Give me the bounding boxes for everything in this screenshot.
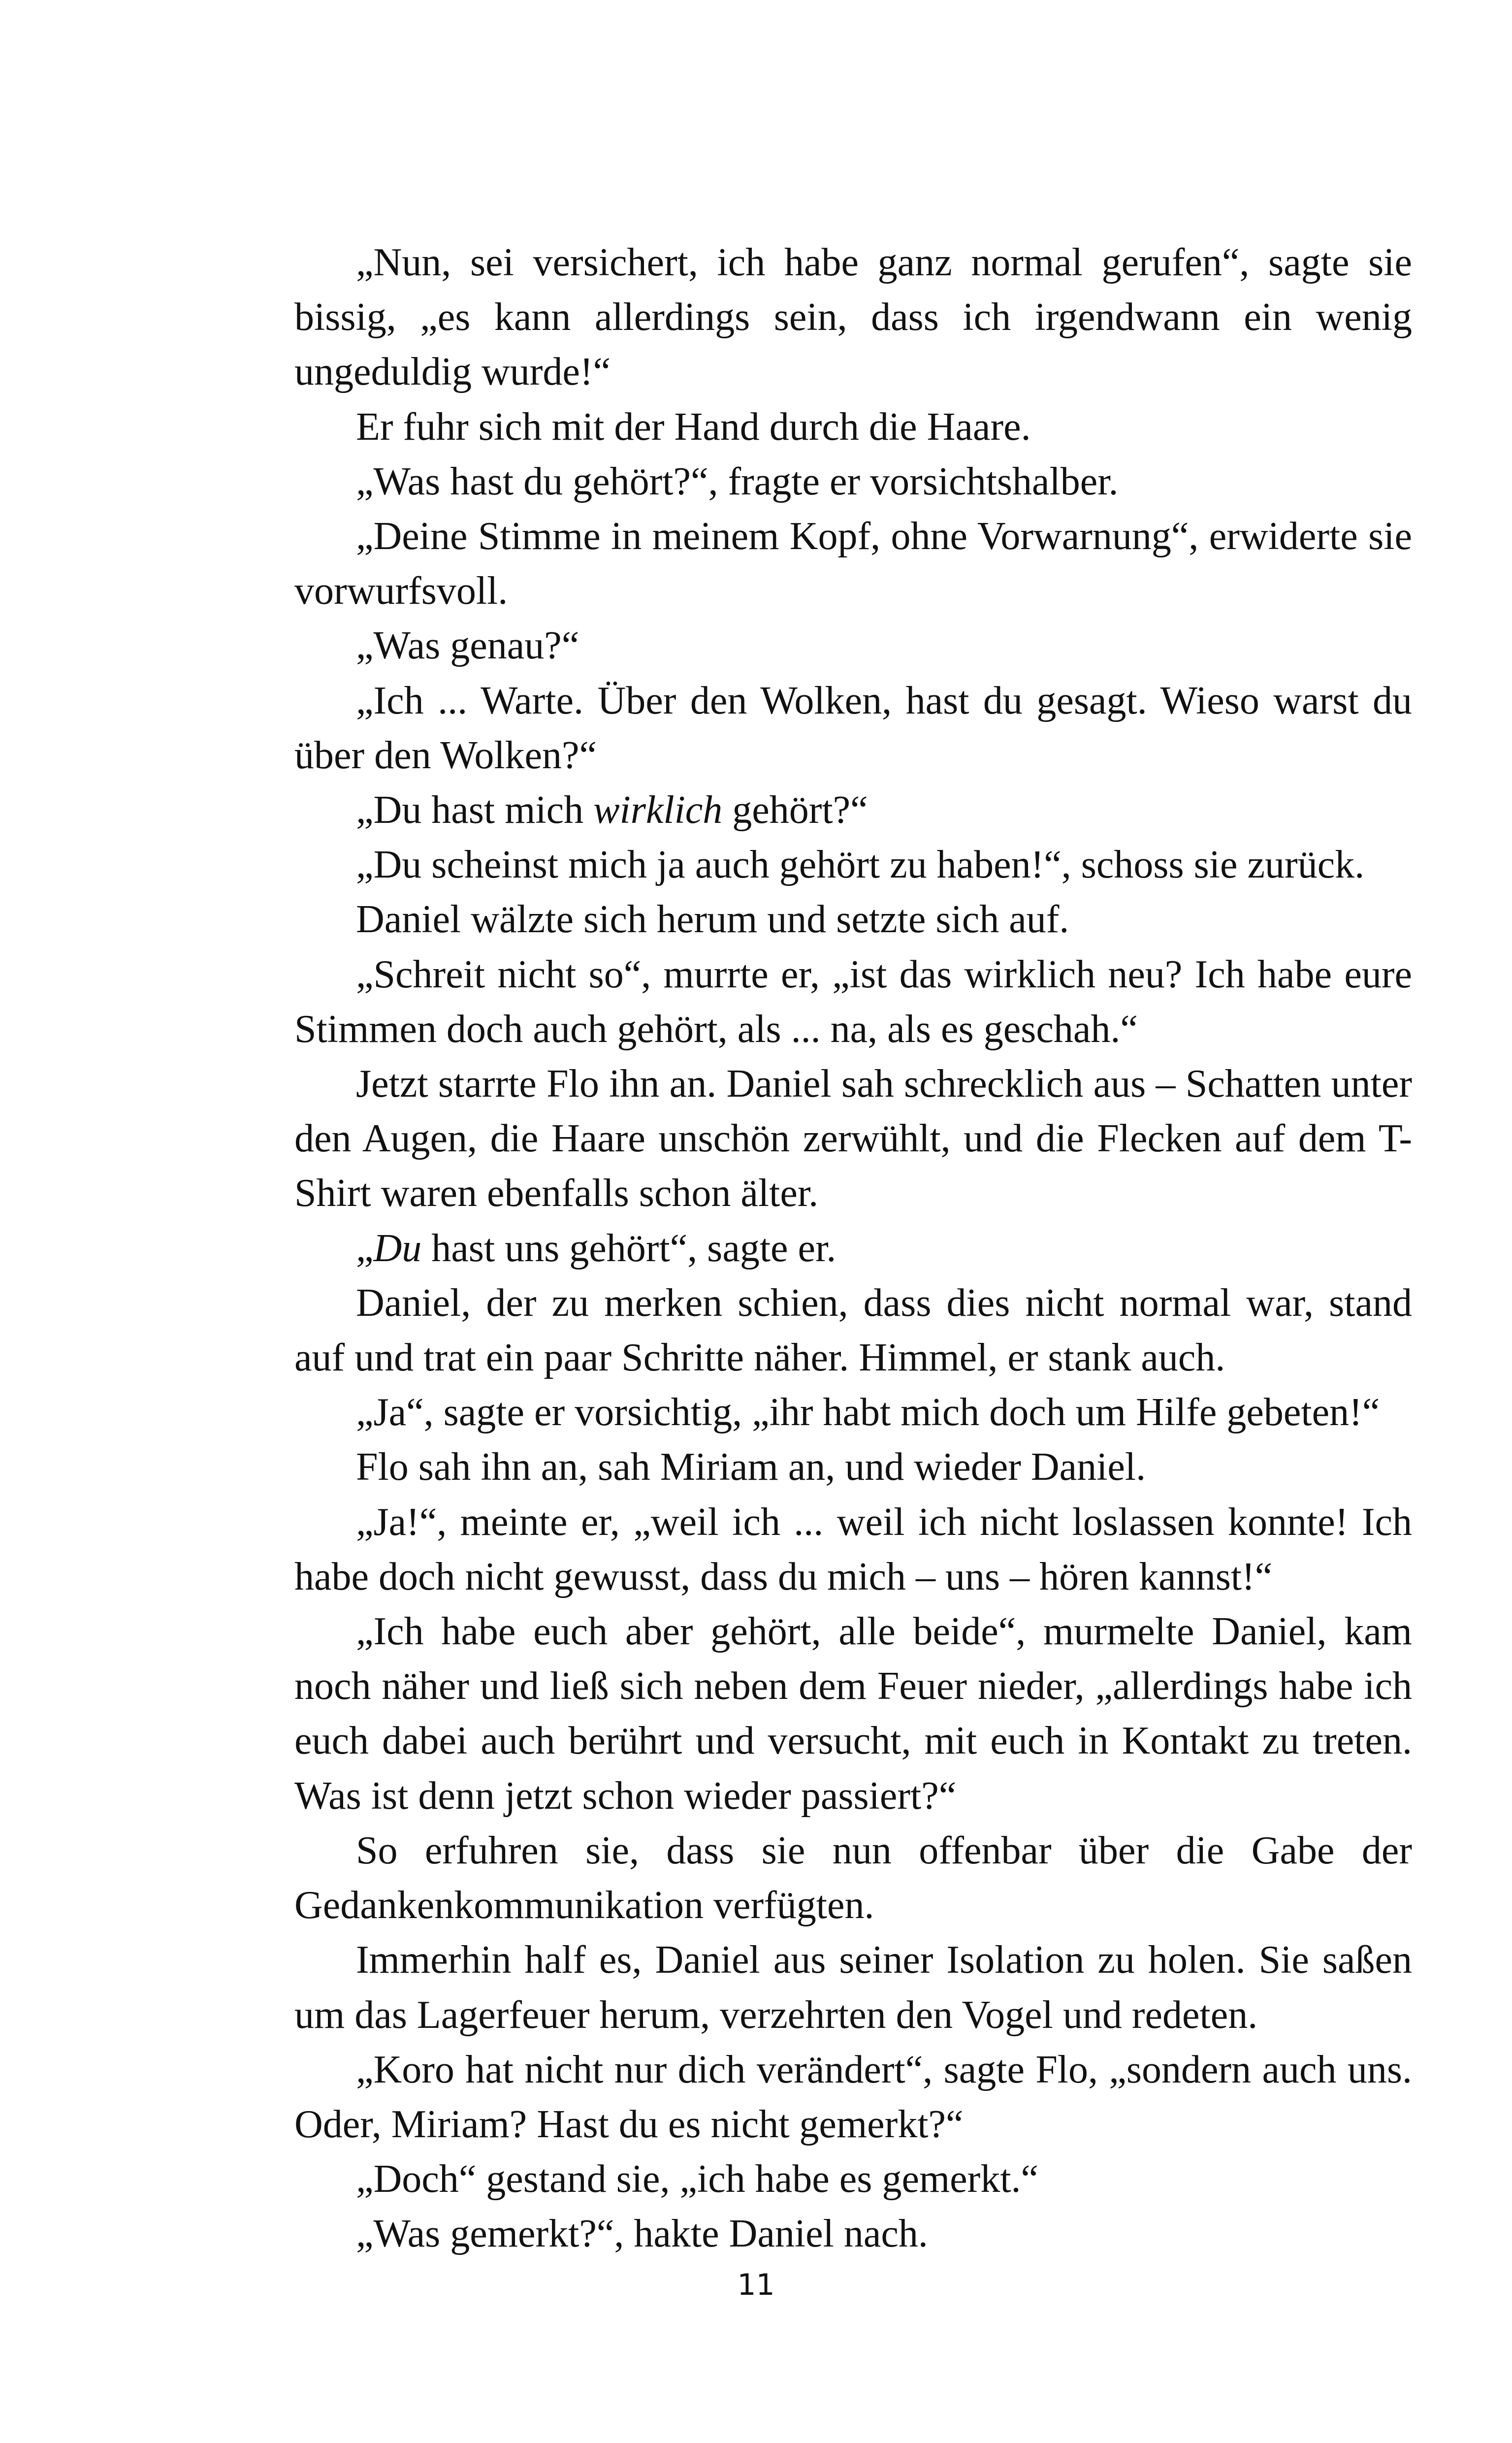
text-run: „Was genau?“	[356, 624, 579, 668]
text-run: gehört?“	[722, 788, 868, 832]
paragraph	[294, 619, 1412, 673]
italic-text: Du	[373, 1226, 422, 1270]
paragraph	[294, 674, 1412, 783]
paragraph	[294, 235, 1412, 400]
text-run: „Schreit nicht so“, murrte er, „ist das wirklich neu? Ich habe eure Stimmen doch auch gehört, als ... na, als es geschah.“	[294, 952, 1412, 1051]
paragraph	[294, 1604, 1412, 1824]
paragraph	[294, 783, 1412, 838]
italic-text: wirklich	[593, 788, 723, 832]
paragraph	[294, 1276, 1412, 1385]
paragraph	[294, 2207, 1412, 2261]
text-run: „Du scheinst mich ja auch gehört zu haben!“, schoss sie zurück.	[356, 843, 1365, 887]
paragraph	[294, 400, 1412, 455]
text-run: „Ja!“, meinte er, „weil ich ... weil ich nicht loslassen konnte! Ich habe doch nicht gewusst, dass du mich – uns – hören kannst!“	[294, 1500, 1412, 1598]
paragraph	[294, 1385, 1412, 1440]
text-run: „Deine Stimme in meinem Kopf, ohne Vorwarnung“, erwiderte sie vorwurfsvoll.	[294, 515, 1412, 613]
text-run: „Nun, sei versichert, ich habe ganz normal gerufen“, sagte sie bissig, „es kann allerdings sein, dass ich irgendwann ein wenig ungeduldig wurde!“	[294, 241, 1412, 394]
paragraph	[294, 1933, 1412, 2042]
text-run: Immerhin half es, Daniel aus seiner Isolation zu holen. Sie saßen um das Lagerfeuer herum, verzehrten den Vogel und redeten.	[294, 1938, 1412, 2037]
text-run: „Was gemerkt?“, hakte Daniel nach.	[356, 2212, 928, 2256]
paragraph	[294, 1495, 1412, 1604]
text-run: „Du hast mich	[356, 788, 594, 832]
paragraph	[294, 455, 1412, 509]
text-run: Jetzt starrte Flo ihn an. Daniel sah schrecklich aus – Schatten unter den Augen, die Haare unschön zerwühlt, und die Flecken auf dem T-Shirt waren ebenfalls schon älter.	[294, 1062, 1412, 1215]
paragraph	[294, 1824, 1412, 1933]
text-run: „Doch“ gestand sie, „ich habe es gemerkt.“	[356, 2157, 1039, 2201]
paragraph	[294, 947, 1412, 1057]
text-run: Er fuhr sich mit der Hand durch die Haare.	[356, 405, 1031, 449]
text-run: hast uns gehört“, sagte er.	[421, 1226, 836, 1270]
text-run: „Ich ... Warte. Über den Wolken, hast du gesagt. Wieso warst du über den Wolken?“	[294, 679, 1412, 777]
paragraph	[294, 1440, 1412, 1495]
text-run: Flo sah ihn an, sah Miriam an, und wieder Daniel.	[356, 1445, 1146, 1489]
paragraph	[294, 509, 1412, 619]
paragraph	[294, 892, 1412, 947]
text-run: „Ich habe euch aber gehört, alle beide“, murmelte Daniel, kam noch näher und ließ sich neben dem Feuer nieder, „allerdings habe ich euch dabei auch berührt und versucht, mit euch in Kontakt zu treten. Was ist denn jetzt schon wieder passiert?“	[294, 1610, 1412, 1818]
text-run: „Koro hat nicht nur dich verändert“, sagte Flo, „sondern auch uns. Oder, Miriam? Hast du es nicht gemerkt?“	[294, 2048, 1412, 2146]
text-run: Daniel, der zu merken schien, dass dies nicht normal war, stand auf und trat ein paar Schritte näher. Himmel, er stank auch.	[294, 1281, 1412, 1380]
body-text	[294, 235, 1412, 2262]
paragraph	[294, 2152, 1412, 2207]
text-run: „Ja“, sagte er vorsichtig, „ihr habt mich doch um Hilfe gebeten!“	[356, 1391, 1380, 1434]
paragraph	[294, 1057, 1412, 1221]
text-run: „	[356, 1226, 374, 1270]
paragraph	[294, 2043, 1412, 2152]
paragraph	[294, 838, 1412, 892]
text-run: Daniel wälzte sich herum und setzte sich auf.	[356, 898, 1069, 942]
text-run: „Was hast du gehört?“, fragte er vorsichtshalber.	[356, 459, 1119, 503]
paragraph	[294, 1221, 1412, 1276]
text-run: So erfuhren sie, dass sie nun offenbar über die Gabe der Gedankenkommunikation verfügten.	[294, 1828, 1412, 1927]
page-number: 11	[737, 2268, 775, 2302]
